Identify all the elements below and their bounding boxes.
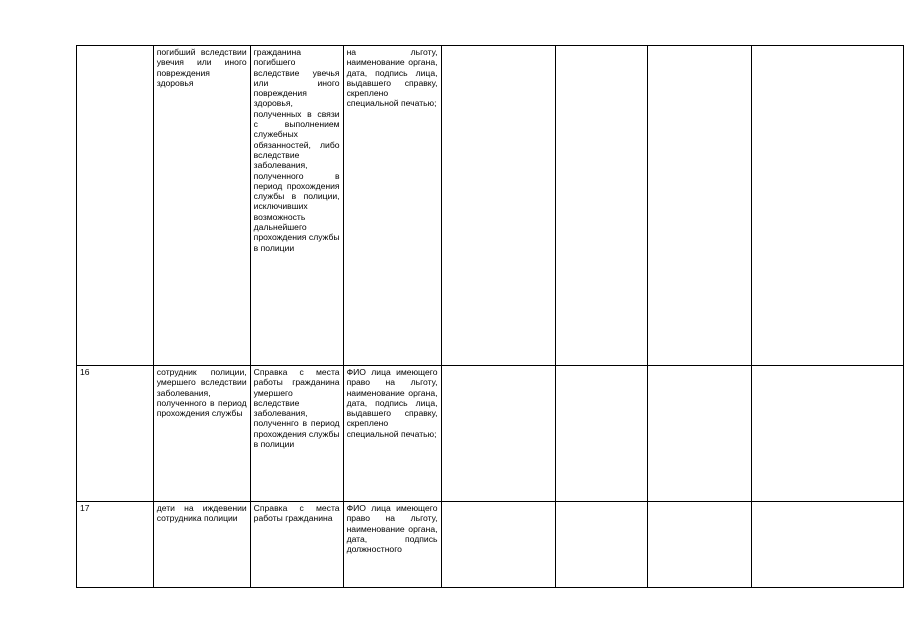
empty-cell <box>441 46 555 366</box>
row-number-cell <box>77 46 154 366</box>
category-cell: сотрудник полиции, умершего вследствии заболевания, полученного в период прохождения службы <box>153 366 250 502</box>
table-row <box>77 502 904 588</box>
requisites-cell: на льготу, наименование органа, дата, подпись лица, выдавшего справку, скреплено специальной печатью; <box>343 46 441 366</box>
empty-cell <box>752 46 904 366</box>
requisites-cell: ФИО лица имеющего право на льготу, наименование органа, дата, подпись должностного <box>343 502 441 588</box>
row-number-cell: 17 <box>77 502 154 588</box>
empty-cell <box>648 46 752 366</box>
empty-cell <box>752 366 904 502</box>
category-cell: дети на иждевении сотрудника полиции <box>153 502 250 588</box>
empty-cell <box>555 502 648 588</box>
benefits-table <box>76 45 904 588</box>
empty-cell <box>752 502 904 588</box>
empty-cell <box>441 502 555 588</box>
empty-cell <box>648 502 752 588</box>
table-row <box>77 366 904 502</box>
requisites-cell: ФИО лица имеющего право на льготу, наименование органа, дата, подпись лица, выдавшего справку, скреплено специальной печатью; <box>343 366 441 502</box>
empty-cell <box>441 366 555 502</box>
document-cell: Справка с места работы гражданина умершего вследствие заболевания, полученнго в период прохождения службы в полиции <box>250 366 343 502</box>
table-row <box>77 46 904 366</box>
empty-cell <box>555 46 648 366</box>
empty-cell <box>648 366 752 502</box>
category-cell: погибший вследствии увечия или иного повреждения здоровья <box>153 46 250 366</box>
document-cell: Справка с места работы гражданина <box>250 502 343 588</box>
empty-cell <box>555 366 648 502</box>
row-number-cell: 16 <box>77 366 154 502</box>
document-cell: гражданина погибшего вследствие увечья или иного повреждения здоровья, полученных в связи с выполнением служебных обязанностей, либо вследствие заболевания, полученного в период прохождения службы в полиции, исключивших возможность дальнейшего прохождения службы в полиции <box>250 46 343 366</box>
